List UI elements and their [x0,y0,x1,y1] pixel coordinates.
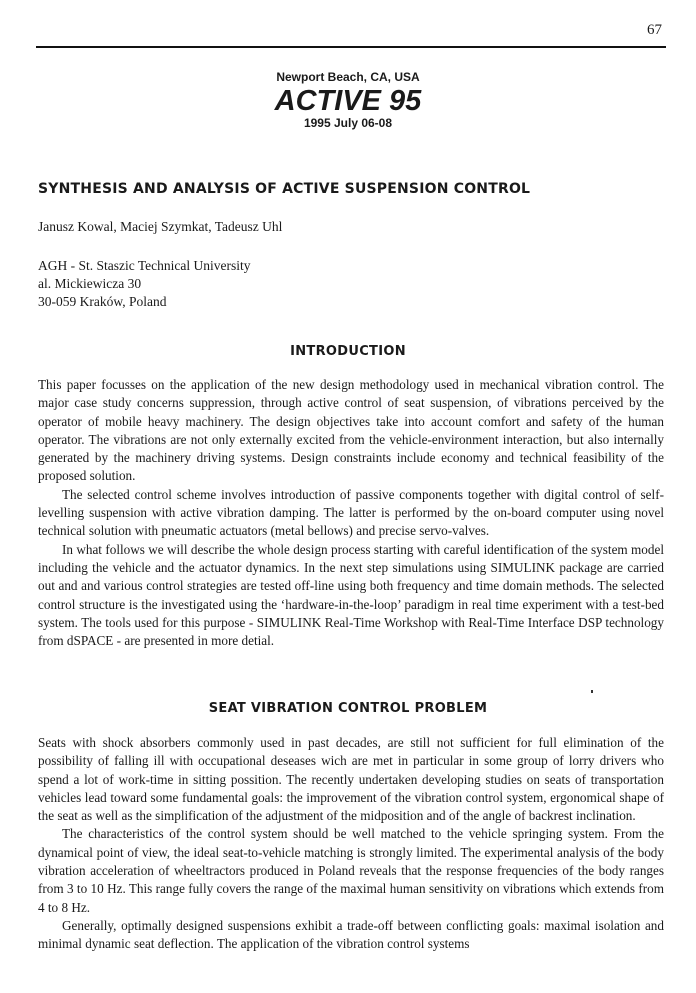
section-heading-seat-vibration: SEAT VIBRATION CONTROL PROBLEM [208,701,488,716]
paragraph: This paper focusses on the application of the new design methodology used in mechanical vibration control. The major case study concerns suppression, through active control of seat suspension, of vibrations perceived by the operator of mobile heavy machinery. The design objectives take into account comfort and safety of the human operator. The vibrations are not only externally excited from the vehicle-environment interaction, but also internally generated by the machinery driving systems. Design constraints include economy and technical feasibility of the proposed solution. [38,377,664,484]
paragraph: The selected control scheme involves introduction of passive components together with digital control of self-levelling suspension with active vibration damping. The latter is performed by the on-board computer using novel technical solution with pneumatic actuators (metal bellows) and precise servo-valves. [38,486,664,539]
scan-speck [591,690,593,693]
affiliation-line: AGH - St. Staszic Technical University [38,258,251,273]
paper-authors: Janusz Kowal, Maciej Szymkat, Tadeusz Uhl [38,219,283,234]
section-body-introduction [38,376,664,650]
paragraph: Generally, optimally designed suspensions exhibit a trade-off between conflicting goals: maximal isolation and minimal dynamic seat deflection. The application of the vibration control systems [38,917,664,952]
conference-name: ACTIVE 95 [274,85,422,117]
affiliation-line: al. Mickiewicza 30 [38,276,142,291]
paragraph: The characteristics of the control system should be well matched to the vehicle springing system. From the dynamical point of view, the ideal seat-to-vehicle matching is strongly limited. The experimental analysis of the body vibration acceleration of wheeltractors produced in Poland reveals that the response frequencies of the body ranges from 3 to 10 Hz. This range fully covers the range of the maximal human sensitivity on vibrations which extends from 4 to 8 Hz. [38,826,664,915]
conference-block [0,70,696,130]
paragraph: Seats with shock absorbers commonly used in past decades, are still not sufficient for full elimination of the possibility of falling ill with occupational deseases wich are met in particular in some group of lorry drivers who spend a lot of work-time in sitting possition. The recently undertaken developing studies on seats of transportation vehicles lead toward some fundamental goals: the improvement of the vibration control system, ergonomical shape of the seat as well as the simplification of the adjustment of the midposition and of the angle of backrest inclination. [38,735,664,824]
affiliation-line: 30-059 Kraków, Poland [38,294,167,309]
header-rule [36,46,666,48]
conference-location: Newport Beach, CA, USA [276,70,420,84]
paragraph: In what follows we will describe the whole design process starting with careful identification of the system model including the vehicle and the actuator dynamics. In the next step simulations using SIMULINK package are carried out and and various control strategies are tested off-line using both frequency and time domain methods. The selected control structure is the investigated using the ‘hardware-in-the-loop’ paradigm in real time experiment with a test-bed system. The tools used for this purpose - SIMULINK Real-Time Workshop with Real-Time Interface DSP technology from dSPACE - are presented in more detial. [38,541,664,649]
page-number: 67 [647,22,662,38]
conference-date: 1995 July 06-08 [303,116,393,130]
paper-title: SYNTHESIS AND ANALYSIS OF ACTIVE SUSPENSION CONTROL [38,181,531,197]
section-heading-introduction: INTRODUCTION [290,344,406,359]
section-body-seat-vibration [38,734,664,954]
affiliation [38,257,251,311]
